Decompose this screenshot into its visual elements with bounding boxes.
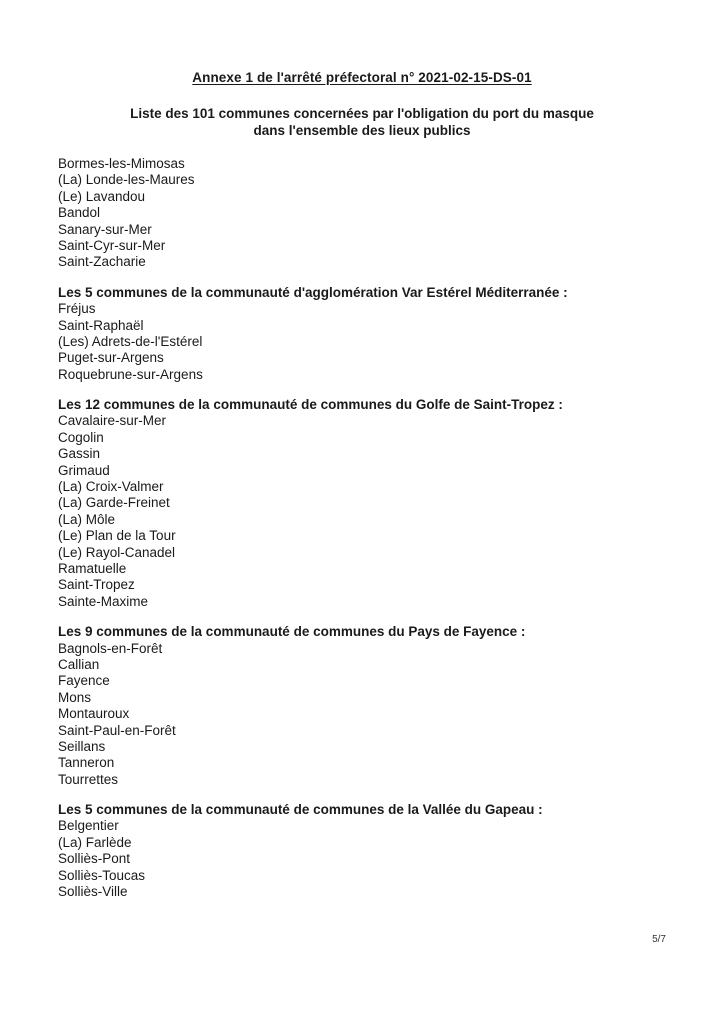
commune-item: Solliès-Ville — [58, 884, 128, 900]
commune-item: Puget-sur-Argens — [58, 350, 164, 366]
commune-item: Sainte-Maxime — [58, 593, 149, 609]
group-heading: Les 12 communes de la communauté de communes du Golfe de Saint-Tropez : — [58, 397, 563, 413]
initial-communes-group — [58, 156, 678, 271]
page-title — [0, 70, 724, 85]
commune-item: Bandol — [58, 205, 101, 221]
commune-item: (Le) Lavandou — [58, 188, 146, 204]
group-heading: Les 5 communes de la communauté d'agglomération Var Estérel Méditerranée : — [58, 284, 568, 300]
subtitle-line-2: dans l'ensemble des lieux publics — [253, 122, 471, 138]
commune-item: Gassin — [58, 446, 101, 462]
commune-item: Roquebrune-sur-Argens — [58, 366, 203, 382]
commune-item: Cavalaire-sur-Mer — [58, 413, 167, 429]
commune-item: Saint-Zacharie — [58, 254, 146, 270]
commune-item: Tanneron — [58, 755, 115, 771]
commune-item: Seillans — [58, 738, 106, 754]
commune-item: Bagnols-en-Forêt — [58, 640, 163, 656]
group-heading: Les 9 communes de la communauté de communes du Pays de Fayence : — [58, 624, 526, 640]
commune-item: (La) Londe-les-Maures — [58, 172, 195, 188]
commune-item: Cogolin — [58, 429, 104, 445]
commune-item: Solliès-Pont — [58, 851, 131, 867]
commune-item: Saint-Paul-en-Forêt — [58, 722, 176, 738]
commune-item: Fréjus — [58, 301, 96, 317]
commune-item: (La) Garde-Freinet — [58, 495, 170, 511]
commune-list — [58, 156, 678, 914]
group-vallee-du-gapeau — [58, 802, 678, 900]
commune-item: Sanary-sur-Mer — [58, 221, 152, 237]
commune-item: Saint-Cyr-sur-Mer — [58, 237, 166, 253]
commune-item: Grimaud — [58, 462, 110, 478]
commune-item: (La) Môle — [58, 511, 116, 527]
group-golfe-saint-tropez — [58, 397, 678, 610]
group-heading: Les 5 communes de la communauté de communes de la Vallée du Gapeau : — [58, 802, 543, 818]
commune-item: (Le) Plan de la Tour — [58, 528, 176, 544]
commune-item: Bormes-les-Mimosas — [58, 156, 185, 171]
commune-item: Fayence — [58, 673, 110, 689]
group-pays-de-fayence — [58, 624, 678, 788]
commune-item: Tourrettes — [58, 771, 119, 787]
page-number: 5/7 — [652, 934, 666, 945]
subtitle-line-1: Liste des 101 communes concernées par l'obligation du port du masque — [130, 106, 594, 121]
commune-item: Solliès-Toucas — [58, 867, 146, 883]
commune-item: (La) Croix-Valmer — [58, 479, 164, 495]
page-title-text: Annexe 1 de l'arrêté préfectoral n° 2021-02-15-DS-01 — [192, 70, 532, 85]
group-var-esterel — [58, 285, 678, 383]
commune-item: (Les) Adrets-de-l'Estérel — [58, 333, 203, 349]
commune-item: Callian — [58, 656, 100, 672]
commune-item: Saint-Raphaël — [58, 317, 144, 333]
commune-item: Montauroux — [58, 706, 130, 722]
document-subtitle — [0, 106, 724, 139]
commune-item: (Le) Rayol-Canadel — [58, 544, 176, 560]
commune-item: Saint-Tropez — [58, 577, 135, 593]
commune-item: Belgentier — [58, 818, 119, 834]
commune-item: (La) Farlède — [58, 834, 132, 850]
commune-item: Ramatuelle — [58, 560, 127, 576]
commune-item: Mons — [58, 689, 92, 705]
